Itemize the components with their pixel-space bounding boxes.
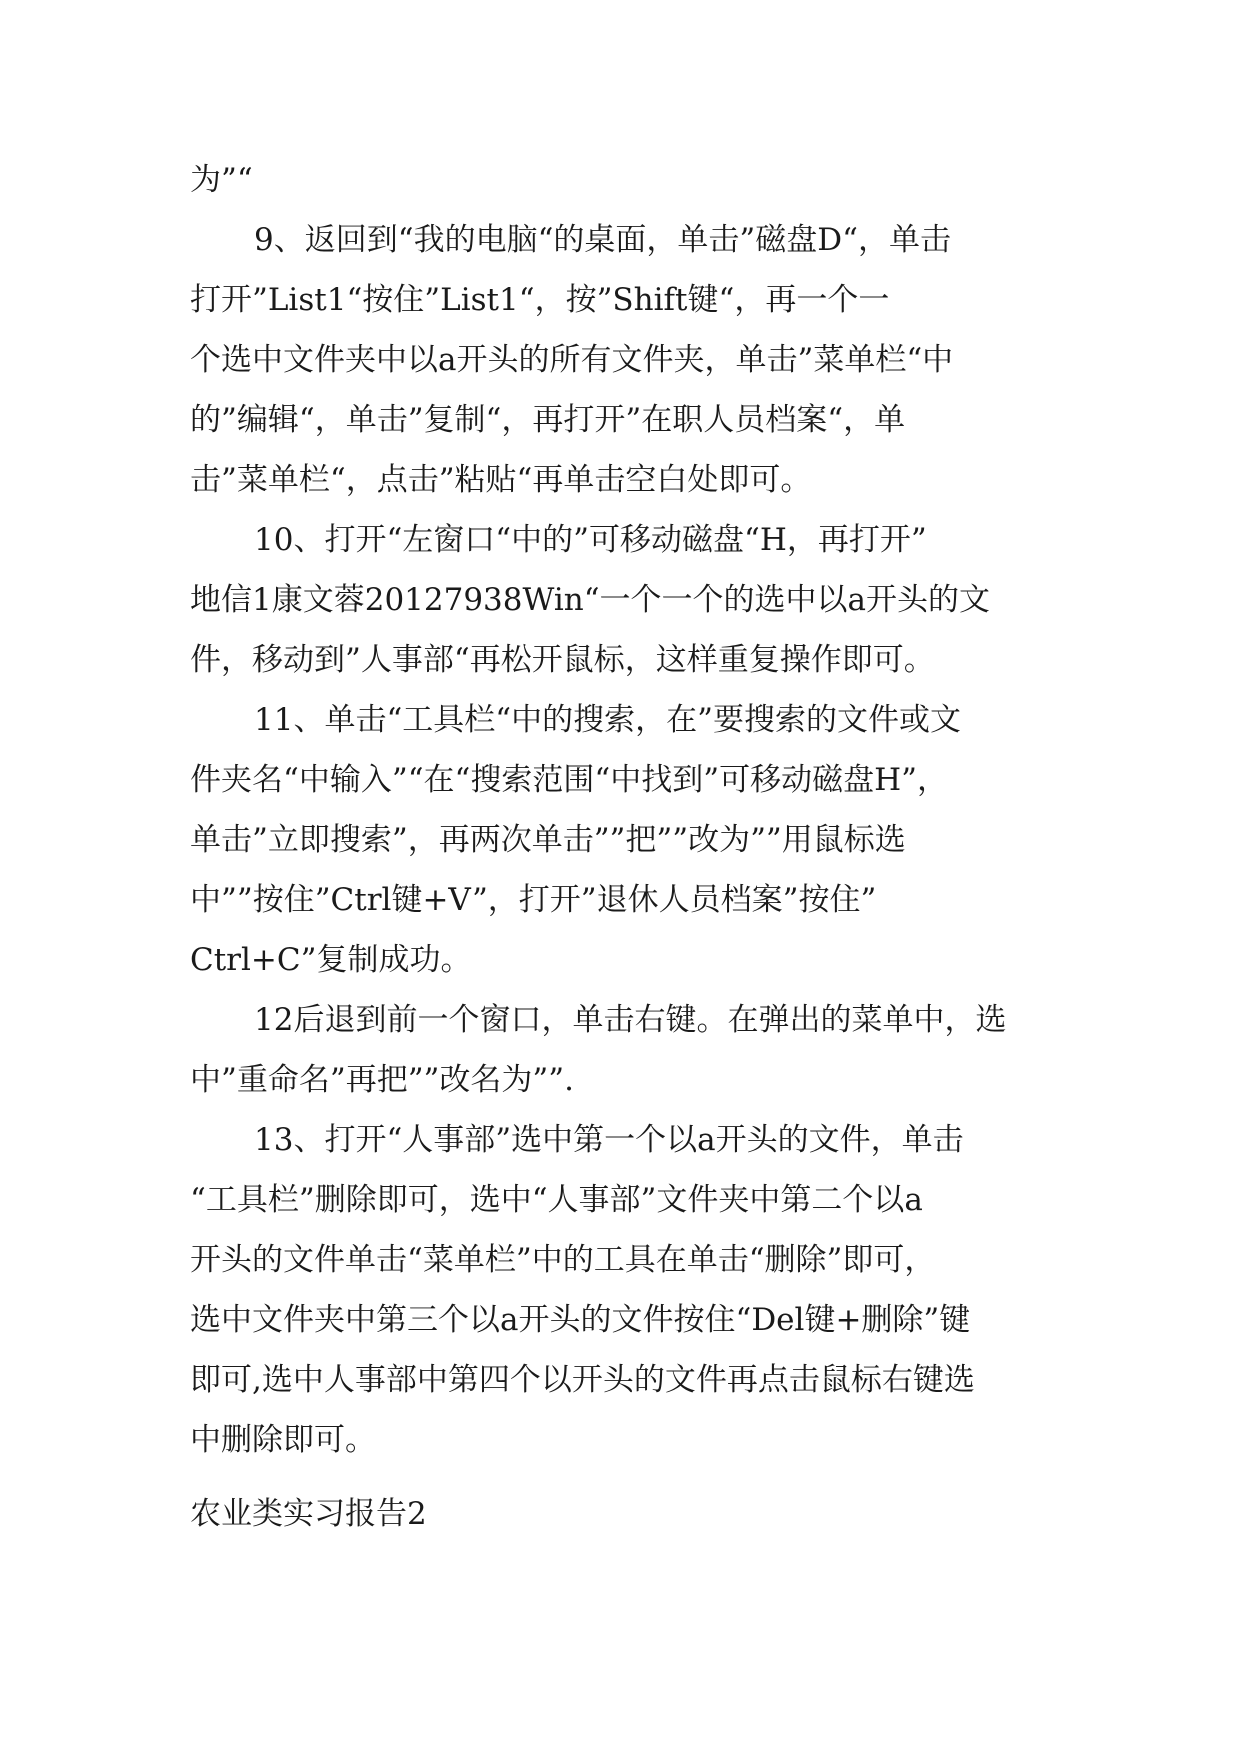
paragraph-11-line: 件夹名“中输入”“在“搜索范围“中找到”可移动磁盘H”， [190, 762, 948, 798]
paragraph-11-line: 中””按住”Ctrl键+V”，打开”退休人员档案”按住” [190, 882, 877, 918]
body-text [190, 150, 1050, 1470]
paragraph-13-line: 13、打开“人事部”选中第一个以a开头的文件，单击 [254, 1122, 964, 1158]
paragraph-12-line: 12后退到前一个窗口，单击右键。在弹出的菜单中，选 [254, 1002, 1007, 1038]
paragraph-9-line: 个选中文件夹中以a开头的所有文件夹，单击”菜单栏“中 [190, 342, 954, 378]
paragraph-11-line: Ctrl+C”复制成功。 [190, 942, 472, 978]
paragraph-9-line: 9、返回到“我的电脑“的桌面，单击”磁盘D“，单击 [254, 222, 951, 258]
paragraph-10-line: 地信1康文蓉20127938Win“一个一个的选中以a开头的文 [190, 582, 991, 618]
paragraph-13-line: “工具栏”删除即可，选中“人事部”文件夹中第二个以a [190, 1182, 923, 1218]
paragraph-11-line: 11、单击“工具栏“中的搜索，在”要搜索的文件或文 [254, 702, 961, 738]
section-heading: 农业类实习报告2 [190, 1496, 427, 1532]
paragraph-13-line: 中删除即可。 [190, 1422, 376, 1458]
paragraph-13-line: 开头的文件单击“菜单栏”中的工具在单击“删除”即可， [190, 1242, 936, 1278]
paragraph-13-line: 即可,选中人事部中第四个以开头的文件再点击鼠标右键选 [190, 1362, 975, 1398]
paragraph-13-line: 选中文件夹中第三个以a开头的文件按住“Del键+删除”键 [190, 1302, 971, 1338]
text-line: 为”“ [190, 162, 253, 198]
paragraph-10-line: 件，移动到”人事部“再松开鼠标，这样重复操作即可。 [190, 642, 935, 678]
paragraph-9-line: 打开”List1“按住”List1“，按”Shift键“，再一个一 [190, 282, 890, 318]
paragraph-9-line: 击”菜单栏“，点击”粘贴“再单击空白处即可。 [190, 462, 812, 498]
paragraph-9-line: 的”编辑“，单击”复制“，再打开”在职人员档案“，单 [190, 402, 906, 438]
paragraph-11-line: 单击”立即搜索”，再两次单击””把””改为””用鼠标选 [190, 822, 906, 858]
paragraph-10-line: 10、打开“左窗口“中的”可移动磁盘“H，再打开” [254, 522, 927, 558]
paragraph-12-line: 中”重命名”再把””改名为””. [190, 1062, 574, 1098]
